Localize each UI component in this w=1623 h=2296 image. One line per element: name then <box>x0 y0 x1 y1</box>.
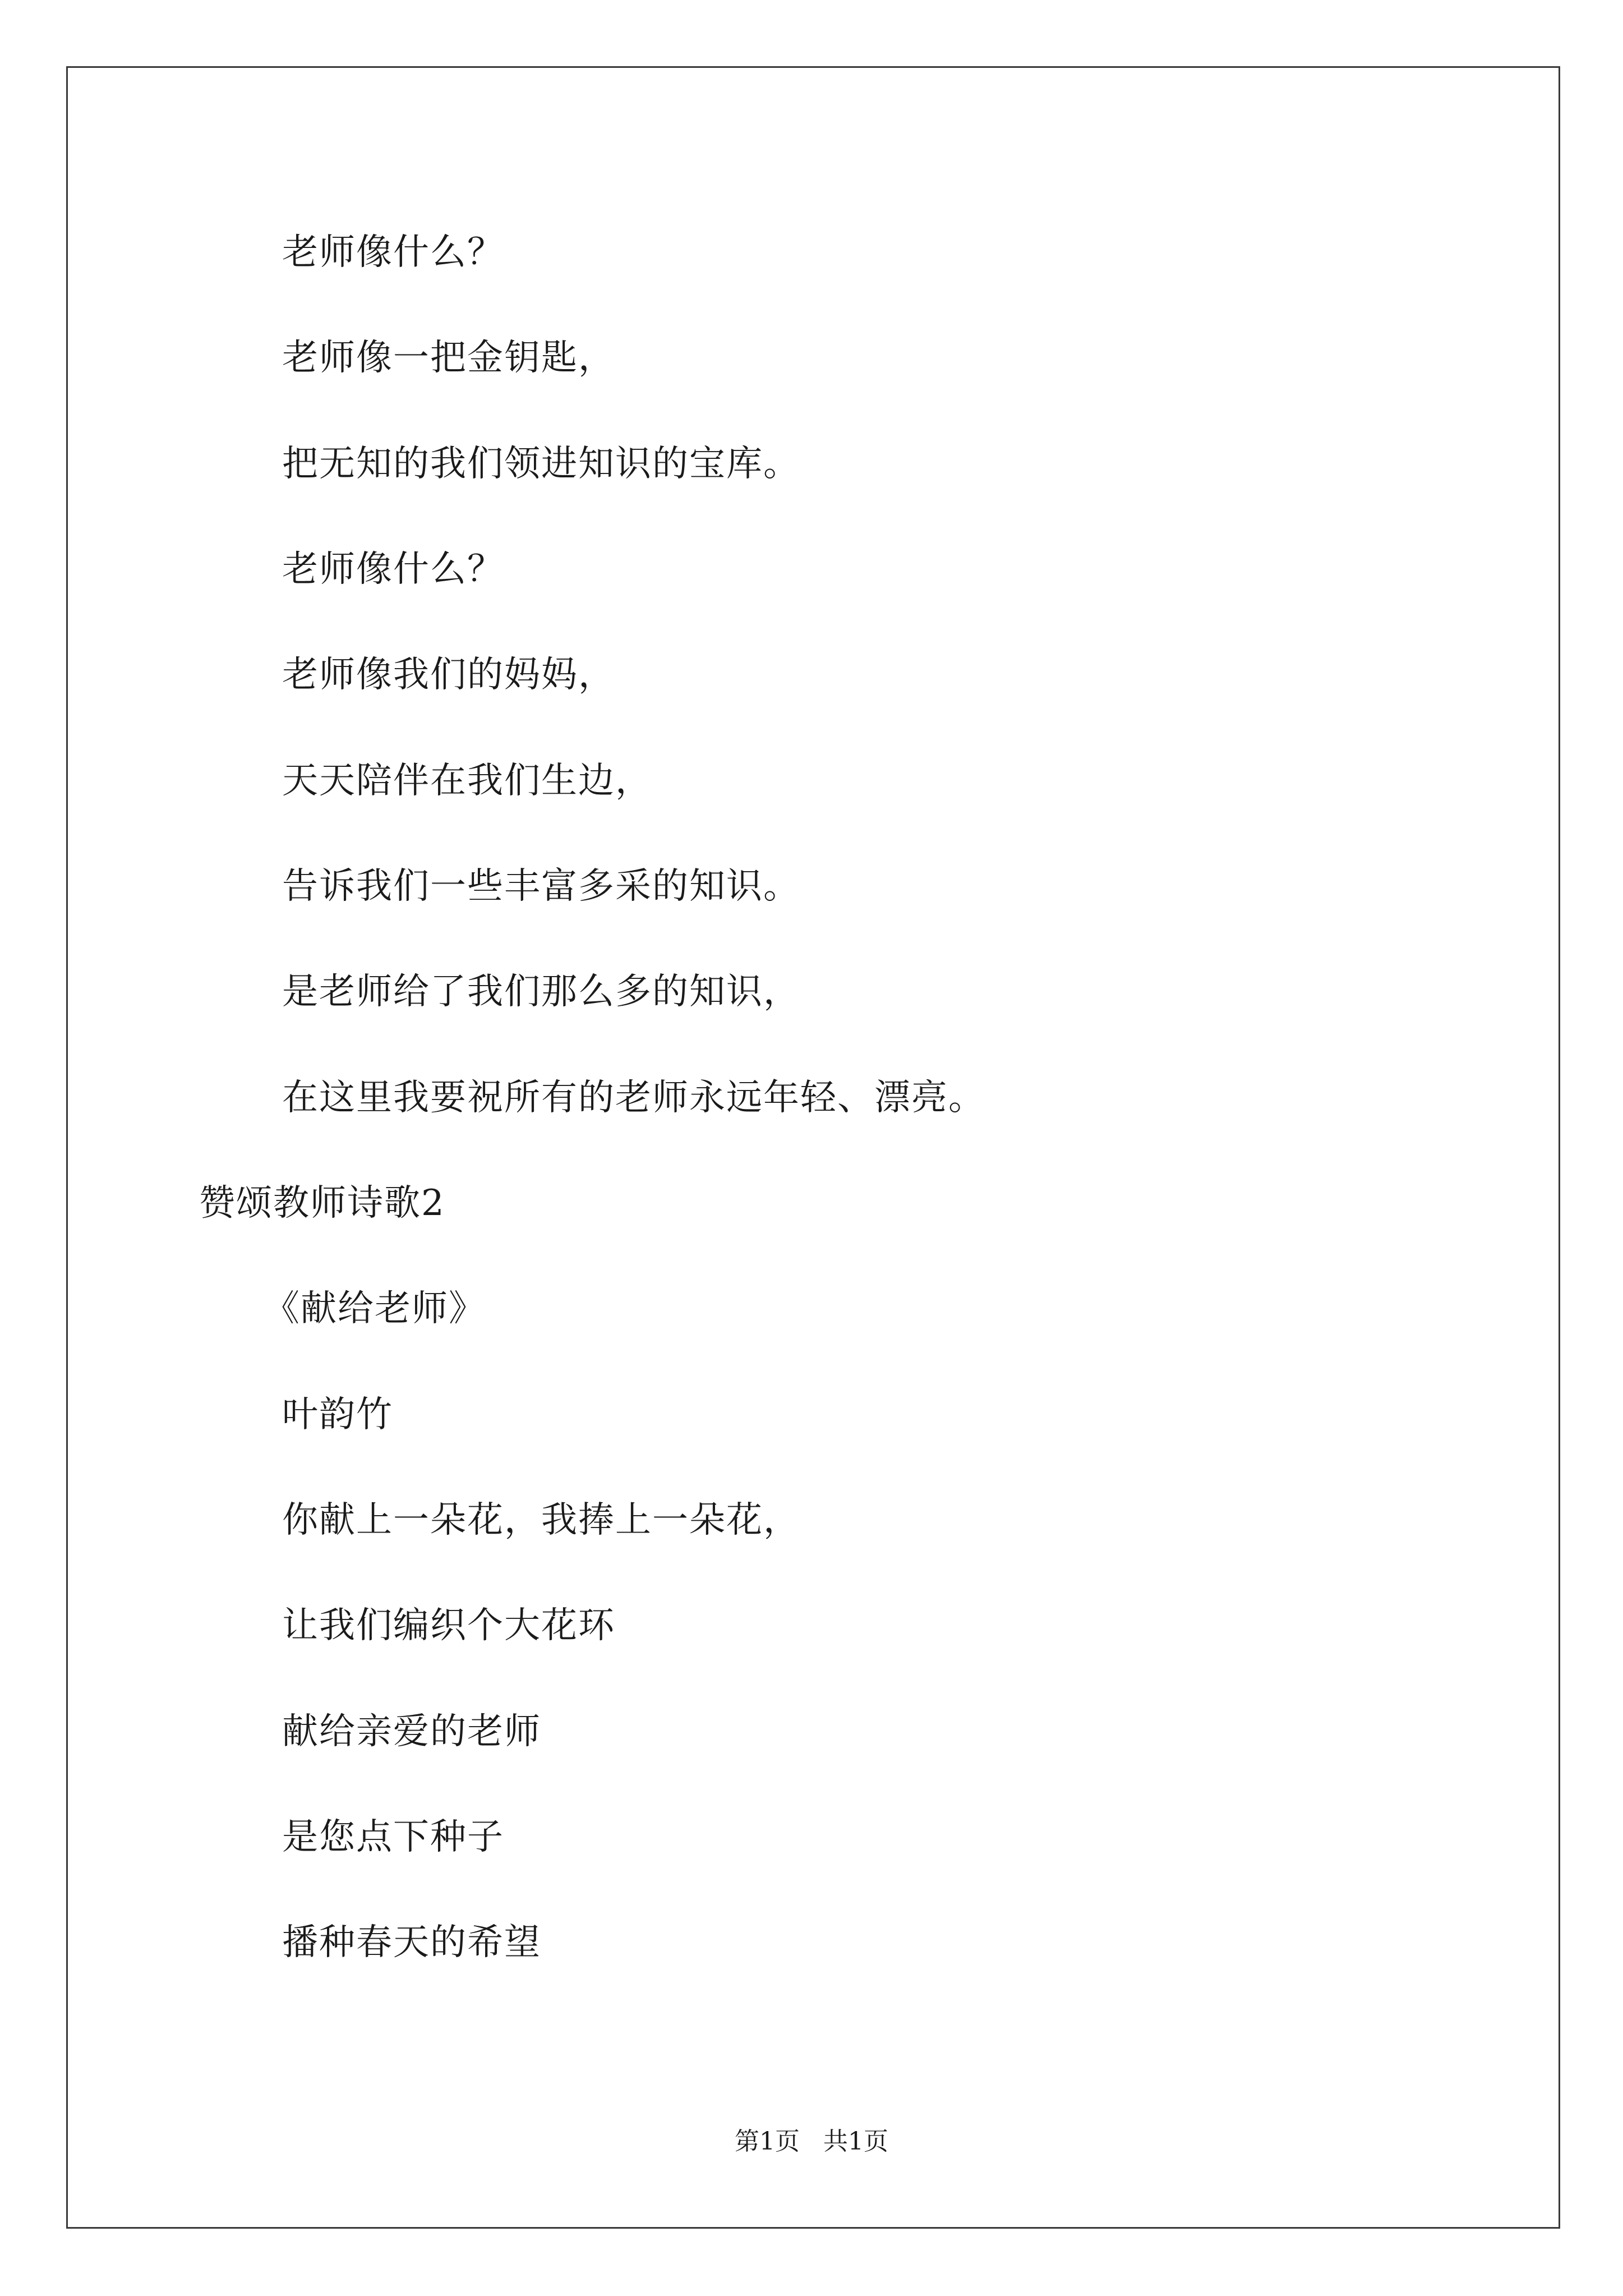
text-line: 老师像什么？ <box>282 549 504 590</box>
text-line: 老师像一把金钥匙， <box>282 337 615 379</box>
text-line: 把无知的我们领进知识的宝库。 <box>282 443 800 485</box>
text-line: 在这里我要祝所有的老师永远年轻、漂亮。 <box>282 1077 985 1119</box>
poem-line: 播种春天的希望 <box>282 1922 541 1963</box>
poem-line: 献给亲爱的老师 <box>282 1711 541 1752</box>
text-line: 老师像我们的妈妈， <box>282 654 615 696</box>
page-border <box>66 66 1560 2229</box>
text-line: 告诉我们一些丰富多采的知识。 <box>282 866 800 907</box>
poem-author: 叶韵竹 <box>282 1394 393 1435</box>
poem-line: 让我们编织个大花环 <box>282 1605 615 1646</box>
poem-title: 《献给老师》 <box>264 1288 486 1329</box>
poem-line: 是您点下种子 <box>282 1816 504 1858</box>
page-footer: 第1页 共1页 <box>735 2127 888 2156</box>
section-heading: 赞颂教师诗歌2 <box>199 1182 445 1224</box>
poem-line: 你献上一朵花，我捧上一朵花， <box>282 1499 800 1541</box>
text-line: 是老师给了我们那么多的知识， <box>282 971 800 1013</box>
text-line: 天天陪伴在我们生边， <box>282 760 652 802</box>
text-line: 老师像什么？ <box>282 232 504 273</box>
